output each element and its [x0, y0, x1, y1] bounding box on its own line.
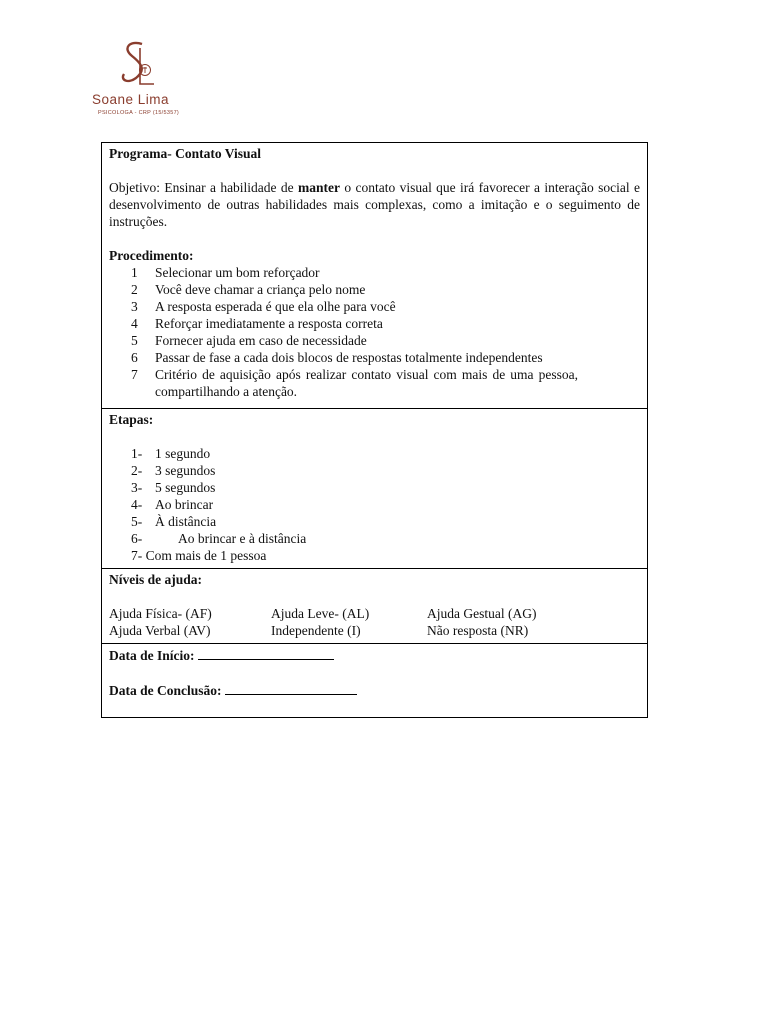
item-text: 3 segundos: [155, 463, 216, 478]
help-level-item: Ajuda Verbal (AV): [109, 623, 211, 638]
end-date-label: Data de Conclusão:: [109, 683, 222, 698]
stages-section: [102, 409, 647, 569]
item-text: A resposta esperada é que ela olhe para você: [155, 299, 396, 314]
list-item: [109, 332, 640, 349]
list-item: [109, 530, 640, 547]
item-number: 6: [131, 350, 138, 365]
stages-list: [109, 445, 640, 564]
help-level-item: Não resposta (NR): [427, 623, 529, 638]
item-number: 6-: [131, 531, 143, 546]
program-section: [102, 143, 647, 409]
item-text: 5 segundos: [155, 480, 216, 495]
list-item: [109, 445, 640, 462]
item-number: 1-: [131, 446, 143, 461]
item-text: Você deve chamar a criança pelo nome: [155, 282, 366, 297]
objective-bold: manter: [298, 180, 340, 195]
item-number: 4: [131, 316, 138, 331]
procedure-list: [109, 264, 640, 400]
list-item: [109, 479, 640, 496]
list-item: [109, 547, 640, 564]
stages-title: Etapas:: [109, 412, 154, 427]
help-level-item: Ajuda Física- (AF): [109, 606, 212, 621]
help-level-item: Independente (I): [271, 623, 361, 638]
program-title: Programa- Contato Visual: [109, 146, 261, 161]
list-item: [109, 513, 640, 530]
help-level-item: Ajuda Gestual (AG): [427, 606, 537, 621]
list-item: [109, 281, 640, 298]
item-text: 1 segundo: [155, 446, 211, 461]
logo-subtitle: PSICOLOGA - CRP (15/5357): [98, 110, 180, 116]
item-number: 2: [131, 282, 138, 297]
help-levels-grid: [109, 605, 640, 639]
item-text: Reforçar imediatamente a resposta correta: [155, 316, 383, 331]
end-date-row: [109, 681, 640, 699]
item-number: 3-: [131, 480, 143, 495]
item-text: Passar de fase a cada dois blocos de respostas totalmente independentes: [155, 350, 543, 365]
list-item: [109, 264, 640, 281]
objective-prefix: Objetivo: Ensinar a habilidade de: [109, 180, 299, 195]
logo-name: Soane Lima: [92, 92, 170, 107]
start-date-row: [109, 646, 640, 664]
item-number: 2-: [131, 463, 143, 478]
item-text: Selecionar um bom reforçador: [155, 265, 320, 280]
procedure-title: Procedimento:: [109, 248, 194, 263]
item-number: 1: [131, 265, 138, 280]
item-text: Com mais de 1 pessoa: [145, 548, 267, 563]
objective-suffix: o contato visual que irá favorecer a interação social e desenvolvimento de outras habilidades mais complexas, como a imitação e o seguimento de instruções.: [109, 180, 640, 229]
logo-monogram-icon: [112, 40, 160, 92]
start-date-label: Data de Início:: [109, 648, 195, 663]
item-number: 5: [131, 333, 138, 348]
help-level-item: Ajuda Leve- (AL): [271, 606, 370, 621]
list-item: [109, 366, 640, 400]
item-text: À distância: [155, 514, 217, 529]
list-item: [109, 315, 640, 332]
item-number: 5-: [131, 514, 143, 529]
objective-text: [109, 179, 640, 230]
list-item: [109, 496, 640, 513]
item-text: Ao brincar: [155, 497, 214, 512]
item-number: 4-: [131, 497, 143, 512]
help-levels-section: [102, 569, 647, 644]
start-date-field[interactable]: [198, 646, 334, 660]
item-text: Ao brincar e à distância: [178, 531, 307, 546]
dates-section: [102, 644, 647, 717]
program-sheet: [101, 142, 648, 718]
item-text: Critério de aquisição após realizar contato visual com mais de uma pessoa, compartilhando a atenção.: [155, 367, 578, 399]
item-text: Fornecer ajuda em caso de necessidade: [155, 333, 367, 348]
item-number: 7-: [131, 548, 143, 563]
item-number: 3: [131, 299, 138, 314]
logo: [92, 40, 202, 120]
list-item: [109, 298, 640, 315]
list-item: [109, 349, 640, 366]
item-number: 7: [131, 367, 138, 382]
list-item: [109, 462, 640, 479]
help-levels-title: Níveis de ajuda:: [109, 572, 203, 587]
end-date-field[interactable]: [225, 681, 357, 695]
